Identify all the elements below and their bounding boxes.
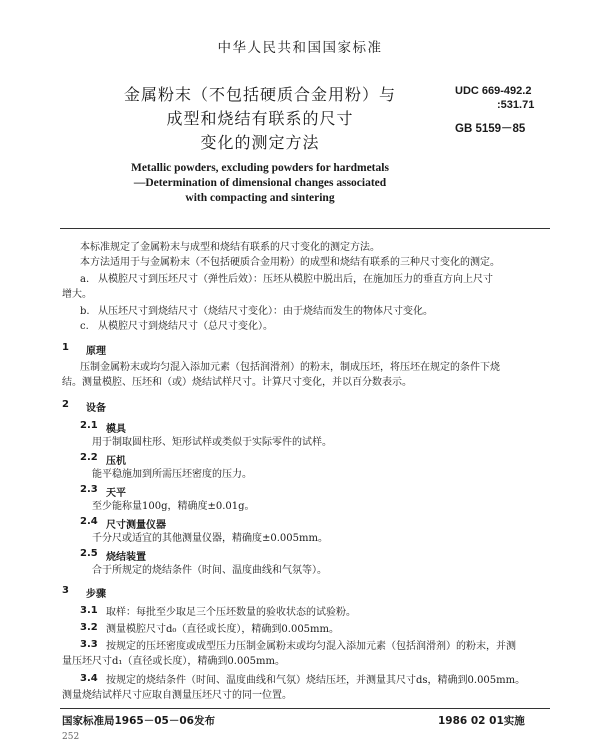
sub-2-2-text: 能平稳施加到所需压坯密度的压力。 bbox=[92, 469, 252, 480]
page-number: 252 bbox=[62, 732, 80, 742]
item-a-text-cont: 增大。 bbox=[62, 289, 92, 300]
sub-2-4-number: 2.4 bbox=[80, 516, 98, 527]
step-3-2-number: 3.2 bbox=[80, 622, 98, 633]
step-3-4-text-cont: 测量烧结试样尺寸应取自测量压坯尺寸的同一位置。 bbox=[62, 690, 292, 701]
udc-code-cont: :531.71 bbox=[497, 99, 535, 111]
title-en-line-2: —Determination of dimensional changes associated bbox=[133, 177, 387, 189]
sub-2-5-number: 2.5 bbox=[80, 548, 98, 559]
title-cn-line-1: 金属粉末（不包括硬质合金用粉）与 bbox=[123, 85, 396, 104]
issue-date: 国家标准局1965－05－06发布 bbox=[62, 715, 215, 727]
sub-2-1-number: 2.1 bbox=[80, 420, 98, 431]
item-c-text: 从模腔尺寸到烧结尺寸（总尺寸变化）。 bbox=[98, 321, 273, 332]
item-b-text: 从压坯尺寸到烧结尺寸（烧结尺寸变化）：由于烧结而发生的物体尺寸变化。 bbox=[98, 306, 433, 317]
sub-2-5-title: 烧结装置 bbox=[106, 552, 146, 563]
title-cn-line-3: 变化的测定方法 bbox=[200, 133, 320, 152]
sub-2-4-text: 千分尺或适宜的其他测量仪器，精确度±0.005mm。 bbox=[92, 533, 328, 544]
step-3-1-number: 3.1 bbox=[80, 605, 98, 616]
section-1-text-1: 压制金属粉末或均匀混入添加元素（包括润滑剂）的粉末，制成压坯，将压坯在规定的条件下烧 bbox=[80, 362, 500, 373]
item-a-label: a. bbox=[80, 274, 90, 285]
item-c-label: c. bbox=[80, 321, 89, 332]
sub-2-1-title: 模具 bbox=[106, 424, 126, 435]
sub-2-1-text: 用于制取圆柱形、矩形试样或类似于实际零件的试样。 bbox=[92, 437, 332, 448]
item-a-text: 从模腔尺寸到压坯尺寸（弹性后效）：压坯从模腔中脱出后，在施加压力的垂直方向上尺寸 bbox=[98, 274, 493, 285]
gb-number: GB 5159－85 bbox=[455, 123, 526, 135]
udc-code: UDC 669-492.2 bbox=[455, 85, 532, 97]
sub-2-3-title: 天平 bbox=[106, 488, 126, 499]
intro-line-1: 本标准规定了金属粉末与成型和烧结有联系的尺寸变化的测定方法。 bbox=[80, 242, 380, 253]
section-2-title: 设备 bbox=[86, 403, 106, 414]
sub-2-3-text: 至少能称量100g，精确度±0.01g。 bbox=[92, 501, 255, 512]
step-3-4-number: 3.4 bbox=[80, 673, 98, 684]
sub-2-4-title: 尺寸测量仪器 bbox=[106, 520, 166, 531]
step-3-1-text: 取样：每批至少取足三个压坯数量的验收状态的试验粉。 bbox=[106, 607, 356, 618]
step-3-3-text: 按规定的压坯密度或成型压力压制金属粉末或均匀混入添加元素（包括润滑剂）的粉末，并测 bbox=[106, 641, 516, 652]
sub-2-2-title: 压机 bbox=[106, 456, 126, 467]
step-3-4-text: 按规定的烧结条件（时间、温度曲线和气氛）烧结压坯，并测量其尺寸ds，精确到0.005mm。 bbox=[106, 675, 526, 686]
section-1-text-2: 结。测量模腔、压坯和（或）烧结试样尺寸。计算尺寸变化，并以百分数表示。 bbox=[62, 377, 412, 388]
section-3-number: 3 bbox=[62, 585, 69, 596]
section-2-number: 2 bbox=[62, 399, 69, 410]
step-3-3-number: 3.3 bbox=[80, 639, 98, 650]
section-1-number: 1 bbox=[62, 342, 69, 353]
implementation-date: 1986 02 01实施 bbox=[438, 715, 525, 727]
title-en-line-3: with compacting and sintering bbox=[185, 192, 335, 204]
sub-2-5-text: 合于所规定的烧结条件（时间、温度曲线和气氛等）。 bbox=[92, 565, 327, 576]
step-3-3-text-cont: 量压坯尺寸d₁（直径或长度），精确到0.005mm。 bbox=[62, 656, 286, 667]
step-3-2-text: 测量模腔尺寸d₀（直径或长度），精确到0.005mm。 bbox=[106, 624, 340, 635]
standard-header: 中华人民共和国国家标准 bbox=[217, 40, 383, 56]
title-en-line-1: Metallic powders, excluding powders for hardmetals bbox=[131, 162, 389, 174]
item-b-label: b. bbox=[80, 306, 90, 317]
top-rule bbox=[60, 228, 550, 229]
title-cn-line-2: 成型和烧结有联系的尺寸 bbox=[166, 109, 354, 128]
sub-2-3-number: 2.3 bbox=[80, 484, 98, 495]
section-1-title: 原理 bbox=[86, 346, 106, 357]
intro-line-2: 本方法适用于与金属粉末（不包括硬质合金用粉）的成型和烧结有联系的三种尺寸变化的测定。 bbox=[80, 257, 500, 268]
sub-2-2-number: 2.2 bbox=[80, 452, 98, 463]
section-3-title: 步骤 bbox=[86, 589, 106, 600]
bottom-rule bbox=[60, 708, 550, 709]
